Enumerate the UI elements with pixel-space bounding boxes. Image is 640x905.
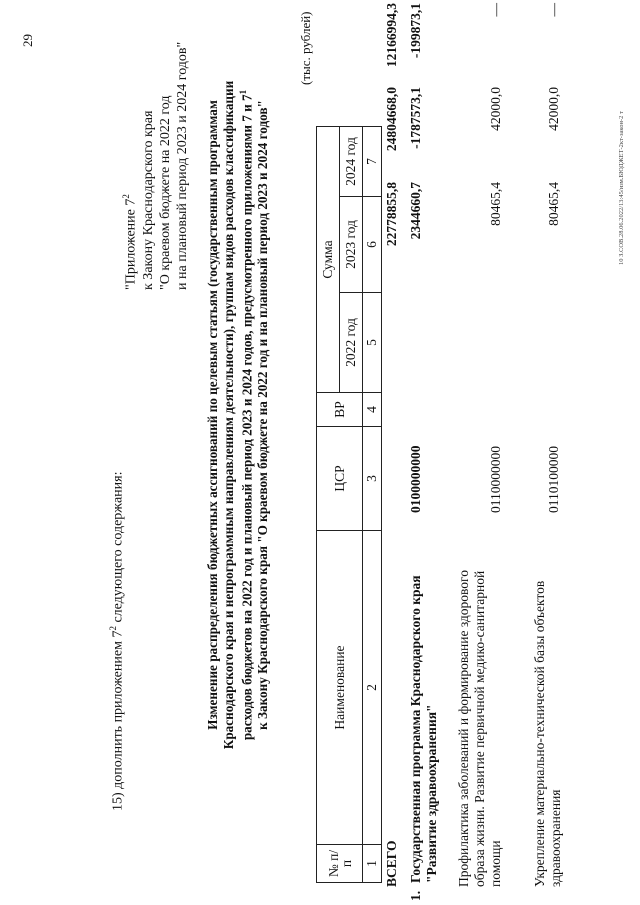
col-header-no: № п/п [317,845,363,883]
row-2024: -199873,1 [408,3,423,59]
row-number: 1. [408,890,423,901]
col-header-vr: ВР [317,393,363,427]
row-2022: 80465,4 [546,182,561,226]
units-label: (тыс. рублей) [298,11,313,85]
col-header-2024: 2024 год [340,127,363,197]
row-2022: 80465,4 [488,182,503,226]
budget-table-header [316,126,382,883]
total-2022: 22778855,8 [384,182,399,247]
page-number: 29 [20,34,35,47]
total-label: ВСЕГО [384,840,399,887]
total-2023: 24804668,0 [384,87,399,152]
row-2023: -1787573,1 [408,87,423,149]
col-header-sum: Сумма [317,127,340,393]
column-numbers-row: 1 2 3 4 5 6 7 [363,127,382,883]
appendix-header: "Приложение $7^2$ к Закону Краснодарского края "О краевом бюджете на 2022 год и на плановый период 2023 и 2024 годов" [121,41,190,290]
document-title: Изменение распределения бюджетных ассигнований по целевым статьям (государственным программам Краснодарского края и непрограммным направлениям деятельности), группам видов расходов классификации расходов бюджетов на 2022 год и плановый период 2023 и 2024 годов, предусмотренного приложениями 7 и $7^1$ к Закону Краснодарского края "О краевом бюджете на 2022 год и на плановый период 2023 и 2024 годов" [205,80,270,750]
row-2024: — [546,3,561,17]
footer-print-stamp: 10 З.СОВ.28.06.2022/13:45/изм.БЮДЖЕТ-2кт-закон-2 т [618,111,625,265]
row-2024: — [488,3,503,17]
col-header-2023: 2023 год [340,197,363,293]
col-header-2022: 2022 год [340,293,363,393]
row-2023: 42000,0 [546,87,561,131]
total-2024: 12166994,3 [384,3,399,68]
row-2023: 42000,0 [488,87,503,131]
col-header-name: Наименование [317,531,363,845]
row-name: Профилактика заболеваний и формирование здорового образа жизни. Развитие первичной медико-санитарной помощи [456,569,503,887]
row-csr: 0110100000 [546,446,561,513]
col-header-csr: ЦСР [317,427,363,531]
row-2022: 2344660,7 [408,182,423,240]
row-csr: 0100000000 [408,445,423,513]
row-csr: 0110000000 [488,446,503,513]
row-name: Государственная программа Краснодарского края "Развитие здравоохранения" [408,575,439,883]
intro-text: 15) дополнить приложением $7^2$ следующего содержания: [108,471,126,811]
row-name: Укрепление материально-технической базы объектов здравоохранения [532,580,563,887]
